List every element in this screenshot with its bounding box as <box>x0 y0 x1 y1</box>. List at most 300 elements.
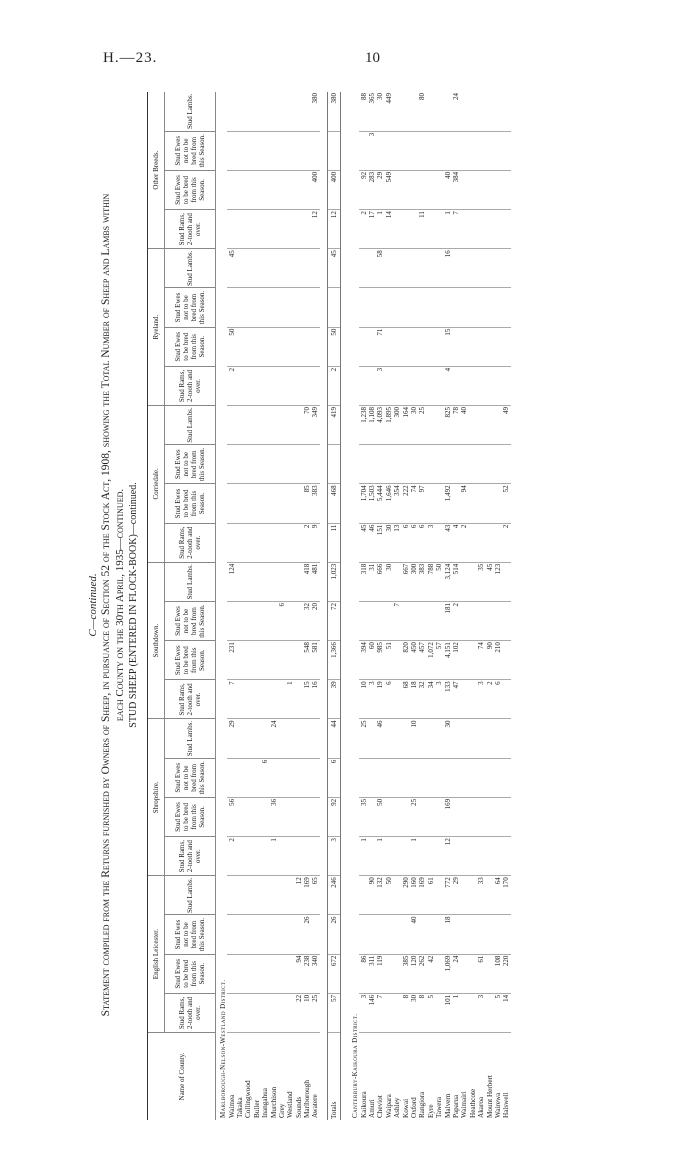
table-cell <box>452 445 460 484</box>
table-cell: 16 <box>443 249 451 288</box>
table-cell <box>278 249 286 288</box>
table-cell <box>485 170 493 209</box>
table-row <box>401 92 409 1120</box>
table-cell: 57 <box>327 993 340 1032</box>
table-cell <box>295 837 303 876</box>
table-cell <box>485 406 493 445</box>
table-cell <box>244 758 252 797</box>
table-cell <box>494 758 502 797</box>
table-cell <box>469 131 477 170</box>
table-cell <box>494 249 502 288</box>
table-cell <box>494 210 502 249</box>
table-cell <box>227 954 235 993</box>
table-cell <box>502 170 510 209</box>
table-cell <box>393 92 401 131</box>
table-cell <box>359 131 367 170</box>
table-cell: 30 <box>376 92 384 131</box>
table-cell: 29 <box>376 170 384 209</box>
table-cell <box>427 797 435 836</box>
table-cell: 5,444 <box>376 484 384 523</box>
table-cell <box>418 797 426 836</box>
table-cell <box>253 641 261 680</box>
table-cell <box>460 876 468 915</box>
county-name: Paparua <box>451 1094 460 1118</box>
table-cell <box>393 445 401 484</box>
table-cell: 1,238 <box>359 406 367 445</box>
table-cell <box>303 92 311 131</box>
table-cell <box>435 210 443 249</box>
table-cell <box>261 484 269 523</box>
county-name: Waipara <box>384 1094 393 1118</box>
table-cell <box>452 327 460 366</box>
table-cell <box>393 876 401 915</box>
table-cell <box>261 523 269 562</box>
sub-column-header: Stud Lambs. <box>165 876 216 915</box>
table-cell: 25 <box>410 797 418 836</box>
table-cell: 169 <box>443 797 451 836</box>
table-cell <box>410 210 418 249</box>
table-cell <box>410 758 418 797</box>
table-cell <box>236 954 244 993</box>
table-cell <box>427 484 435 523</box>
table-cell <box>502 641 510 680</box>
table-cell <box>401 758 409 797</box>
table-cell: 45 <box>327 249 340 288</box>
table-cell: 10 <box>410 719 418 758</box>
table-cell <box>427 92 435 131</box>
table-cell: 450 <box>410 641 418 680</box>
table-cell <box>311 915 319 954</box>
table-cell <box>244 445 252 484</box>
table-cell <box>385 327 393 366</box>
table-cell <box>385 915 393 954</box>
table-cell: 19 <box>376 680 384 719</box>
table-cell <box>278 915 286 954</box>
table-cell <box>278 876 286 915</box>
table-cell: 311 <box>368 954 376 993</box>
table-cell <box>253 288 261 327</box>
table-cell <box>469 210 477 249</box>
table-cell: 300 <box>393 406 401 445</box>
table-cell: 80 <box>418 92 426 131</box>
table-cell <box>295 758 303 797</box>
table-cell: 1,108 <box>368 406 376 445</box>
statement-subtitle: each County on the 30th April, 1935—continued. <box>114 488 126 722</box>
table-cell: 1,069 <box>443 954 451 993</box>
table-cell: 25 <box>418 406 426 445</box>
table-cell <box>469 993 477 1032</box>
table-cell: 169 <box>418 876 426 915</box>
table-cell <box>269 131 277 170</box>
table-cell: 3 <box>477 993 485 1032</box>
table-cell: 468 <box>327 484 340 523</box>
table-cell <box>368 327 376 366</box>
table-cell <box>469 484 477 523</box>
table-cell <box>502 562 510 601</box>
table-cell <box>435 366 443 405</box>
table-cell: 56 <box>227 797 235 836</box>
table-cell <box>401 915 409 954</box>
table-cell <box>253 719 261 758</box>
table-cell: 220 <box>502 954 510 993</box>
table-cell <box>278 680 286 719</box>
stud-sheep-table <box>147 92 511 1120</box>
table-cell <box>401 288 409 327</box>
table-cell <box>236 797 244 836</box>
table-cell: 30 <box>385 523 393 562</box>
table-cell: 2 <box>227 366 235 405</box>
table-cell <box>427 601 435 640</box>
table-cell <box>244 719 252 758</box>
table-cell <box>311 249 319 288</box>
table-cell: 9 <box>311 523 319 562</box>
breed-header: English Leicester. <box>148 876 165 1033</box>
table-cell: 47 <box>452 680 460 719</box>
table-cell <box>278 797 286 836</box>
table-cell <box>401 366 409 405</box>
table-cell: 262 <box>418 954 426 993</box>
table-cell: 383 <box>418 562 426 601</box>
table-cell: 2 <box>452 601 460 640</box>
table-cell <box>269 249 277 288</box>
table-cell <box>236 562 244 601</box>
table-cell <box>359 758 367 797</box>
table-cell <box>286 406 294 445</box>
table-cell <box>269 680 277 719</box>
table-cell <box>278 131 286 170</box>
table-cell <box>303 288 311 327</box>
table-cell: 97 <box>418 484 426 523</box>
table-cell <box>477 797 485 836</box>
table-cell <box>227 210 235 249</box>
table-cell: 1,704 <box>359 484 367 523</box>
county-name: Eyre <box>426 1104 435 1118</box>
table-cell: 25 <box>311 993 319 1032</box>
table-cell <box>494 170 502 209</box>
table-cell <box>244 915 252 954</box>
table-cell <box>460 92 468 131</box>
table-cell <box>502 249 510 288</box>
table-cell <box>469 680 477 719</box>
table-cell <box>435 327 443 366</box>
table-cell <box>418 131 426 170</box>
table-cell <box>269 993 277 1032</box>
table-cell <box>393 210 401 249</box>
table-cell: 30 <box>410 993 418 1032</box>
table-cell <box>368 249 376 288</box>
table-cell <box>368 719 376 758</box>
table-cell: 788 <box>427 562 435 601</box>
table-cell <box>393 680 401 719</box>
table-cell <box>485 92 493 131</box>
table-cell <box>368 288 376 327</box>
table-cell <box>477 601 485 640</box>
table-cell <box>401 170 409 209</box>
table-cell <box>286 366 294 405</box>
table-cell <box>244 954 252 993</box>
table-cell <box>435 797 443 836</box>
table-cell <box>469 327 477 366</box>
table-cell: 92 <box>327 797 340 836</box>
table-cell: 825 <box>443 406 451 445</box>
table-cell <box>327 445 340 484</box>
table-cell <box>443 131 451 170</box>
table-cell <box>410 445 418 484</box>
table-cell <box>261 993 269 1032</box>
table-cell <box>435 406 443 445</box>
table-cell <box>261 445 269 484</box>
table-cell: 1 <box>376 837 384 876</box>
table-cell <box>477 915 485 954</box>
table-row <box>385 92 393 1120</box>
table-cell <box>393 641 401 680</box>
table-cell <box>359 249 367 288</box>
table-cell <box>460 366 468 405</box>
table-cell <box>477 837 485 876</box>
table-cell: 1,492 <box>443 484 451 523</box>
table-cell <box>502 288 510 327</box>
table-cell: 4,151 <box>443 641 451 680</box>
table-cell: 101 <box>443 993 451 1032</box>
table-cell: 46 <box>368 523 376 562</box>
table-cell <box>286 837 294 876</box>
table-cell: 39 <box>327 680 340 719</box>
table-cell <box>435 601 443 640</box>
table-row <box>278 92 286 1120</box>
table-cell: 86 <box>359 954 367 993</box>
table-cell: 1,895 <box>385 406 393 445</box>
table-cell <box>227 406 235 445</box>
table-row <box>418 92 426 1120</box>
table-cell <box>278 993 286 1032</box>
table-cell <box>286 993 294 1032</box>
county-name: Halswell <box>502 1092 511 1118</box>
table-cell: 549 <box>385 170 393 209</box>
sub-column-header: Stud Lambs. <box>165 719 216 758</box>
table-cell <box>460 837 468 876</box>
table-cell <box>261 327 269 366</box>
table-cell <box>244 797 252 836</box>
table-cell <box>261 131 269 170</box>
table-cell: 50 <box>227 327 235 366</box>
table-cell <box>435 954 443 993</box>
table-cell <box>244 601 252 640</box>
table-cell <box>269 758 277 797</box>
table-cell <box>401 837 409 876</box>
district-heading: Canterbury-Kaikoura District. <box>351 1013 360 1118</box>
table-cell <box>401 131 409 170</box>
table-cell: 71 <box>376 327 384 366</box>
table-cell: 132 <box>376 876 384 915</box>
table-cell: 70 <box>303 406 311 445</box>
table-cell <box>261 915 269 954</box>
table-cell <box>278 445 286 484</box>
county-name: Takaka <box>235 1097 244 1118</box>
table-cell <box>452 288 460 327</box>
table-cell: 2 <box>303 523 311 562</box>
table-cell <box>311 366 319 405</box>
table-cell <box>393 366 401 405</box>
table-cell: 349 <box>311 406 319 445</box>
table-cell <box>460 641 468 680</box>
table-cell <box>427 406 435 445</box>
table-cell: 3 <box>376 366 384 405</box>
table-row <box>469 92 477 1120</box>
sub-column-header: Stud Lambs. <box>165 406 216 445</box>
table-cell <box>286 92 294 131</box>
table-cell <box>253 993 261 1032</box>
table-cell: 383 <box>311 484 319 523</box>
table-cell <box>494 92 502 131</box>
table-cell: 90 <box>368 876 376 915</box>
table-cell <box>376 915 384 954</box>
table-cell <box>452 758 460 797</box>
table-cell <box>278 288 286 327</box>
table-cell <box>278 837 286 876</box>
sub-column-header: Stud Ewes to be bred from this Season. <box>165 797 216 836</box>
table-cell: 6 <box>327 758 340 797</box>
table-cell <box>485 366 493 405</box>
table-cell <box>295 249 303 288</box>
table-cell <box>253 601 261 640</box>
county-name: Akaroa <box>477 1096 486 1118</box>
table-cell: 169 <box>303 876 311 915</box>
table-cell <box>227 601 235 640</box>
table-cell <box>460 758 468 797</box>
spacer <box>341 92 349 1120</box>
table-cell <box>278 210 286 249</box>
table-cell <box>435 92 443 131</box>
table-cell: 581 <box>311 641 319 680</box>
sub-column-header: Stud Ewes not to be bred from this Season. <box>165 131 216 170</box>
table-cell <box>278 641 286 680</box>
table-cell: 2 <box>359 210 367 249</box>
table-cell <box>244 210 252 249</box>
table-cell <box>485 837 493 876</box>
table-cell: 1 <box>443 210 451 249</box>
table-cell <box>485 876 493 915</box>
table-cell: 7 <box>393 601 401 640</box>
table-cell <box>376 445 384 484</box>
table-cell <box>502 837 510 876</box>
table-cell <box>385 758 393 797</box>
table-cell <box>253 131 261 170</box>
table-cell <box>261 92 269 131</box>
table-cell <box>460 993 468 1032</box>
breed-header: Other Breeds. <box>148 92 165 249</box>
table-cell <box>295 92 303 131</box>
table-cell <box>295 601 303 640</box>
table-row <box>410 92 418 1120</box>
table-cell <box>393 327 401 366</box>
sub-column-header: Stud Ewes to be bred from this Season. <box>165 484 216 523</box>
table-cell: 22 <box>295 993 303 1032</box>
table-cell <box>261 719 269 758</box>
table-cell: 246 <box>327 876 340 915</box>
table-cell <box>435 915 443 954</box>
table-cell <box>261 601 269 640</box>
table-cell <box>227 758 235 797</box>
table-cell <box>469 288 477 327</box>
table-cell <box>236 915 244 954</box>
table-cell <box>418 288 426 327</box>
table-cell <box>469 92 477 131</box>
table-cell <box>410 131 418 170</box>
table-cell: 46 <box>376 719 384 758</box>
table-cell <box>376 131 384 170</box>
table-cell <box>494 445 502 484</box>
table-cell <box>303 327 311 366</box>
table-cell <box>452 366 460 405</box>
sub-column-header: Stud Ewes to be bred from this Season. <box>165 954 216 993</box>
table-cell <box>393 170 401 209</box>
table-cell: 45 <box>227 249 235 288</box>
table-cell <box>393 562 401 601</box>
table-cell <box>410 288 418 327</box>
table-cell <box>244 562 252 601</box>
table-cell <box>261 288 269 327</box>
table-cell: 238 <box>303 954 311 993</box>
table-cell <box>477 445 485 484</box>
county-name: Marlborough <box>303 1080 312 1118</box>
table-cell <box>427 327 435 366</box>
table-cell <box>295 406 303 445</box>
table-cell <box>269 288 277 327</box>
table-cell <box>427 758 435 797</box>
table-cell: 2 <box>460 523 468 562</box>
table-cell <box>236 406 244 445</box>
table-row <box>477 92 485 1120</box>
table-cell <box>469 249 477 288</box>
table-cell <box>269 445 277 484</box>
table-cell <box>485 288 493 327</box>
table-cell: 13 <box>393 523 401 562</box>
table-cell <box>460 249 468 288</box>
report-reference: H.—23. <box>103 50 158 66</box>
table-cell: 514 <box>452 562 460 601</box>
table-cell <box>311 445 319 484</box>
table-cell: 102 <box>452 641 460 680</box>
table-cell: 68 <box>401 680 409 719</box>
county-name: Cheviot <box>376 1095 385 1118</box>
table-cell <box>368 915 376 954</box>
table-cell: 12 <box>295 876 303 915</box>
table-cell: 1 <box>359 837 367 876</box>
table-cell: 3 <box>435 680 443 719</box>
table-cell: 170 <box>502 876 510 915</box>
table-cell <box>244 288 252 327</box>
county-name: Malvern <box>443 1093 452 1118</box>
table-cell <box>418 249 426 288</box>
table-cell <box>236 837 244 876</box>
table-cell <box>502 327 510 366</box>
table-cell: 7 <box>227 680 235 719</box>
table-cell <box>253 249 261 288</box>
table-cell: 3 <box>477 680 485 719</box>
table-cell: 120 <box>410 954 418 993</box>
table-cell: 672 <box>327 954 340 993</box>
table-cell <box>227 915 235 954</box>
table-cell: 43 <box>443 523 451 562</box>
table-cell <box>385 954 393 993</box>
table-cell <box>460 445 468 484</box>
table-cell <box>311 797 319 836</box>
table-cell: 1 <box>410 837 418 876</box>
table-cell <box>359 366 367 405</box>
table-cell <box>278 484 286 523</box>
table-cell <box>253 406 261 445</box>
table-cell <box>227 170 235 209</box>
